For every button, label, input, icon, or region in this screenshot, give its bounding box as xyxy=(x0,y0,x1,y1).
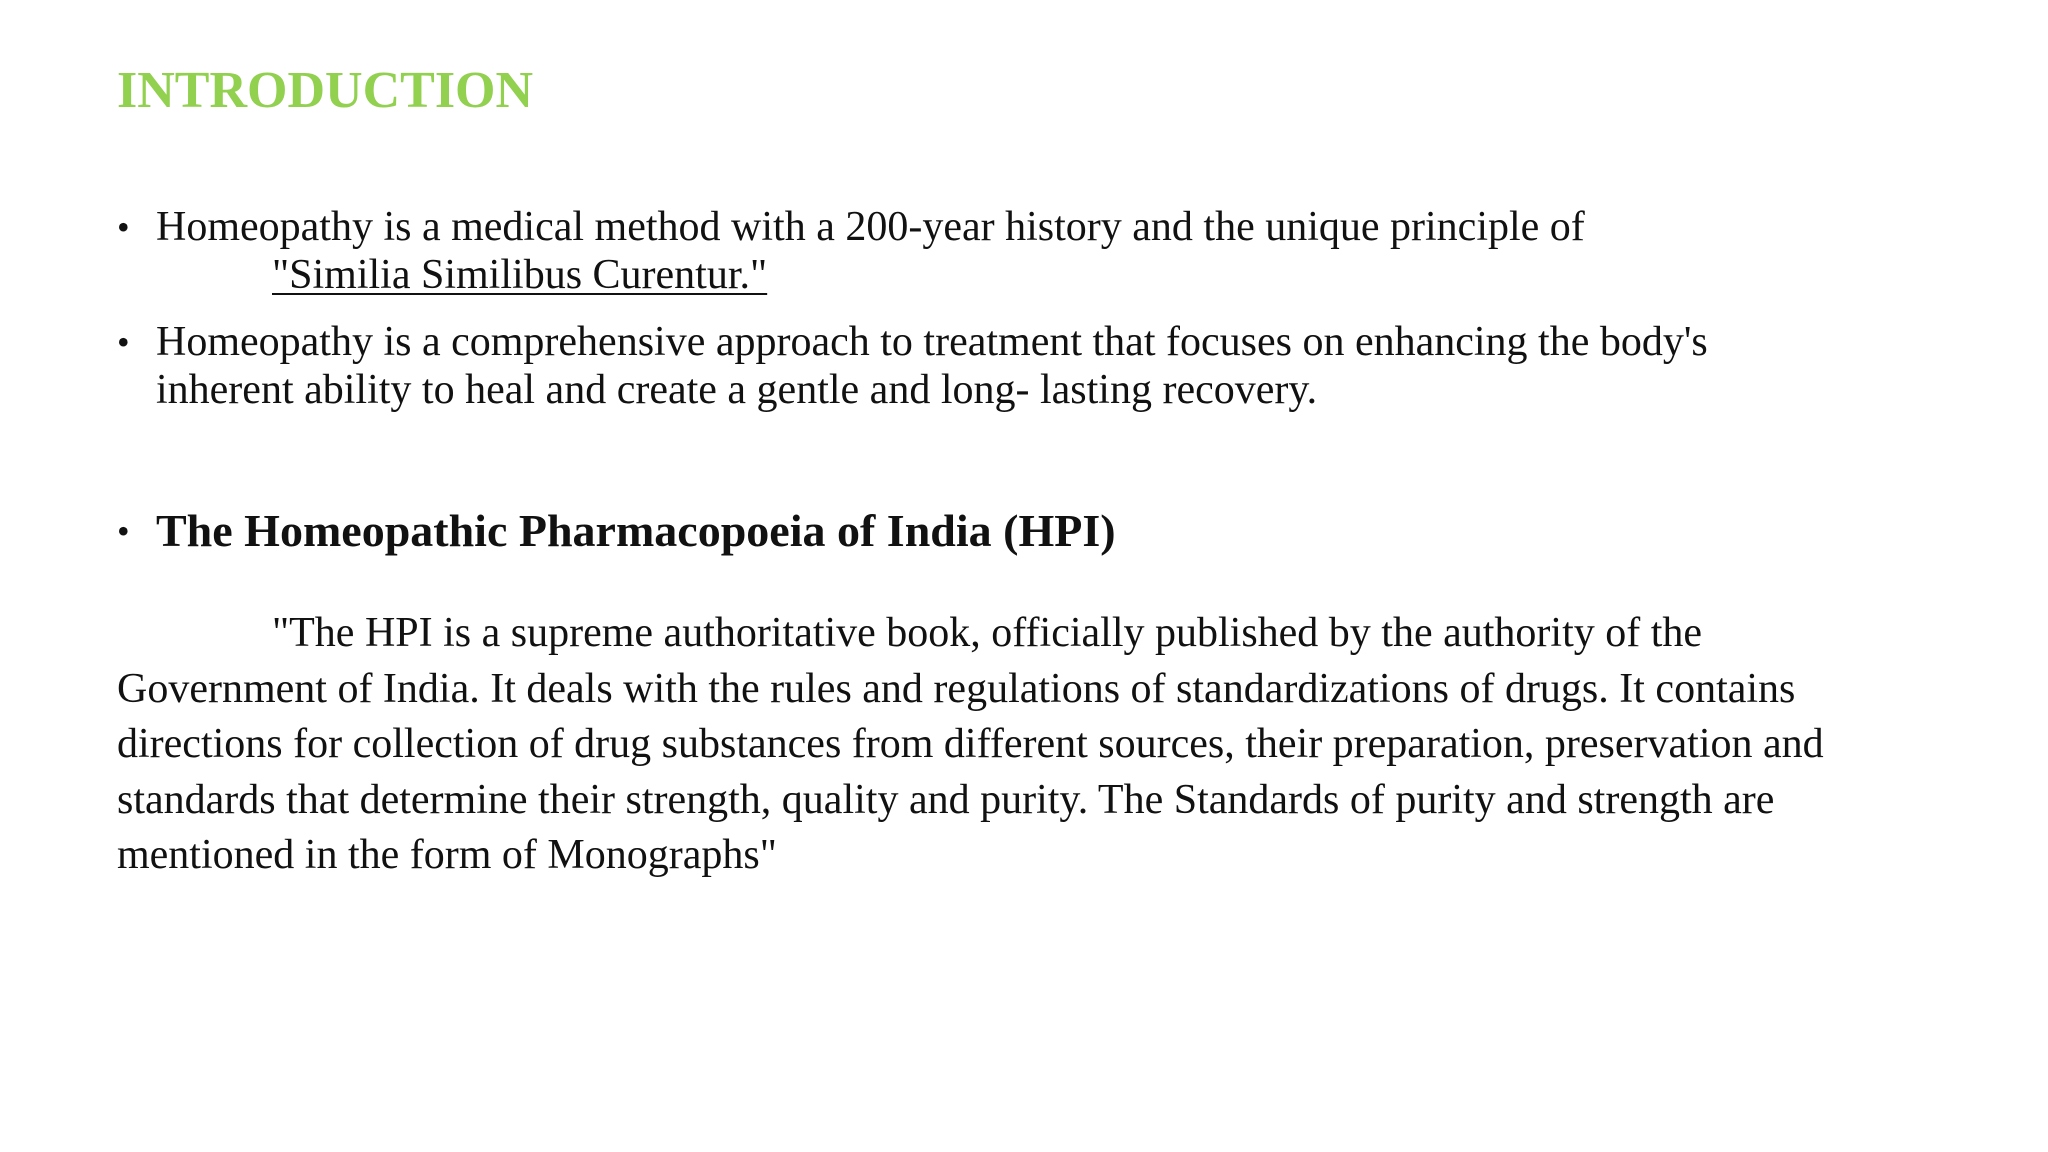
quote-line: "The HPI is a supreme authoritative book, officially published by the authority of the xyxy=(272,610,1703,656)
bullet-list xyxy=(117,203,1917,414)
bullet-text-line: inherent ability to heal and create a gentle and long- lasting recovery. xyxy=(156,367,1318,413)
quote-line: directions for collection of drug substances from different sources, their preparation, preservation and xyxy=(117,721,1824,767)
bullet-text-line: Homeopathy is a medical method with a 200-year history and the unique principle of xyxy=(156,204,1585,250)
bullet-icon: • xyxy=(117,207,130,247)
hpi-definition-quote xyxy=(117,606,1937,884)
bullet-text-line: Homeopathy is a comprehensive approach to treatment that focuses on enhancing the body's xyxy=(156,319,1708,365)
quote-line: Government of India. It deals with the rules and regulations of standardizations of drugs. It contains xyxy=(117,665,1796,712)
quote-line: standards that determine their strength, quality and purity. The Standards of purity and strength are xyxy=(117,776,1775,823)
bullet-item-history xyxy=(117,203,1917,299)
principle-quote: "Similia Similibus Curentur." xyxy=(272,252,768,298)
bullet-item-approach xyxy=(117,318,1917,414)
bullet-icon: • xyxy=(117,511,130,551)
principle-quote-line xyxy=(156,251,1917,299)
hpi-heading-text: The Homeopathic Pharmacopoeia of India (HPI) xyxy=(156,505,1116,556)
quote-line: mentioned in the form of Monographs" xyxy=(117,832,777,878)
slide-title: INTRODUCTION xyxy=(117,62,534,119)
hpi-heading xyxy=(117,503,1116,559)
bullet-icon: • xyxy=(117,322,130,362)
